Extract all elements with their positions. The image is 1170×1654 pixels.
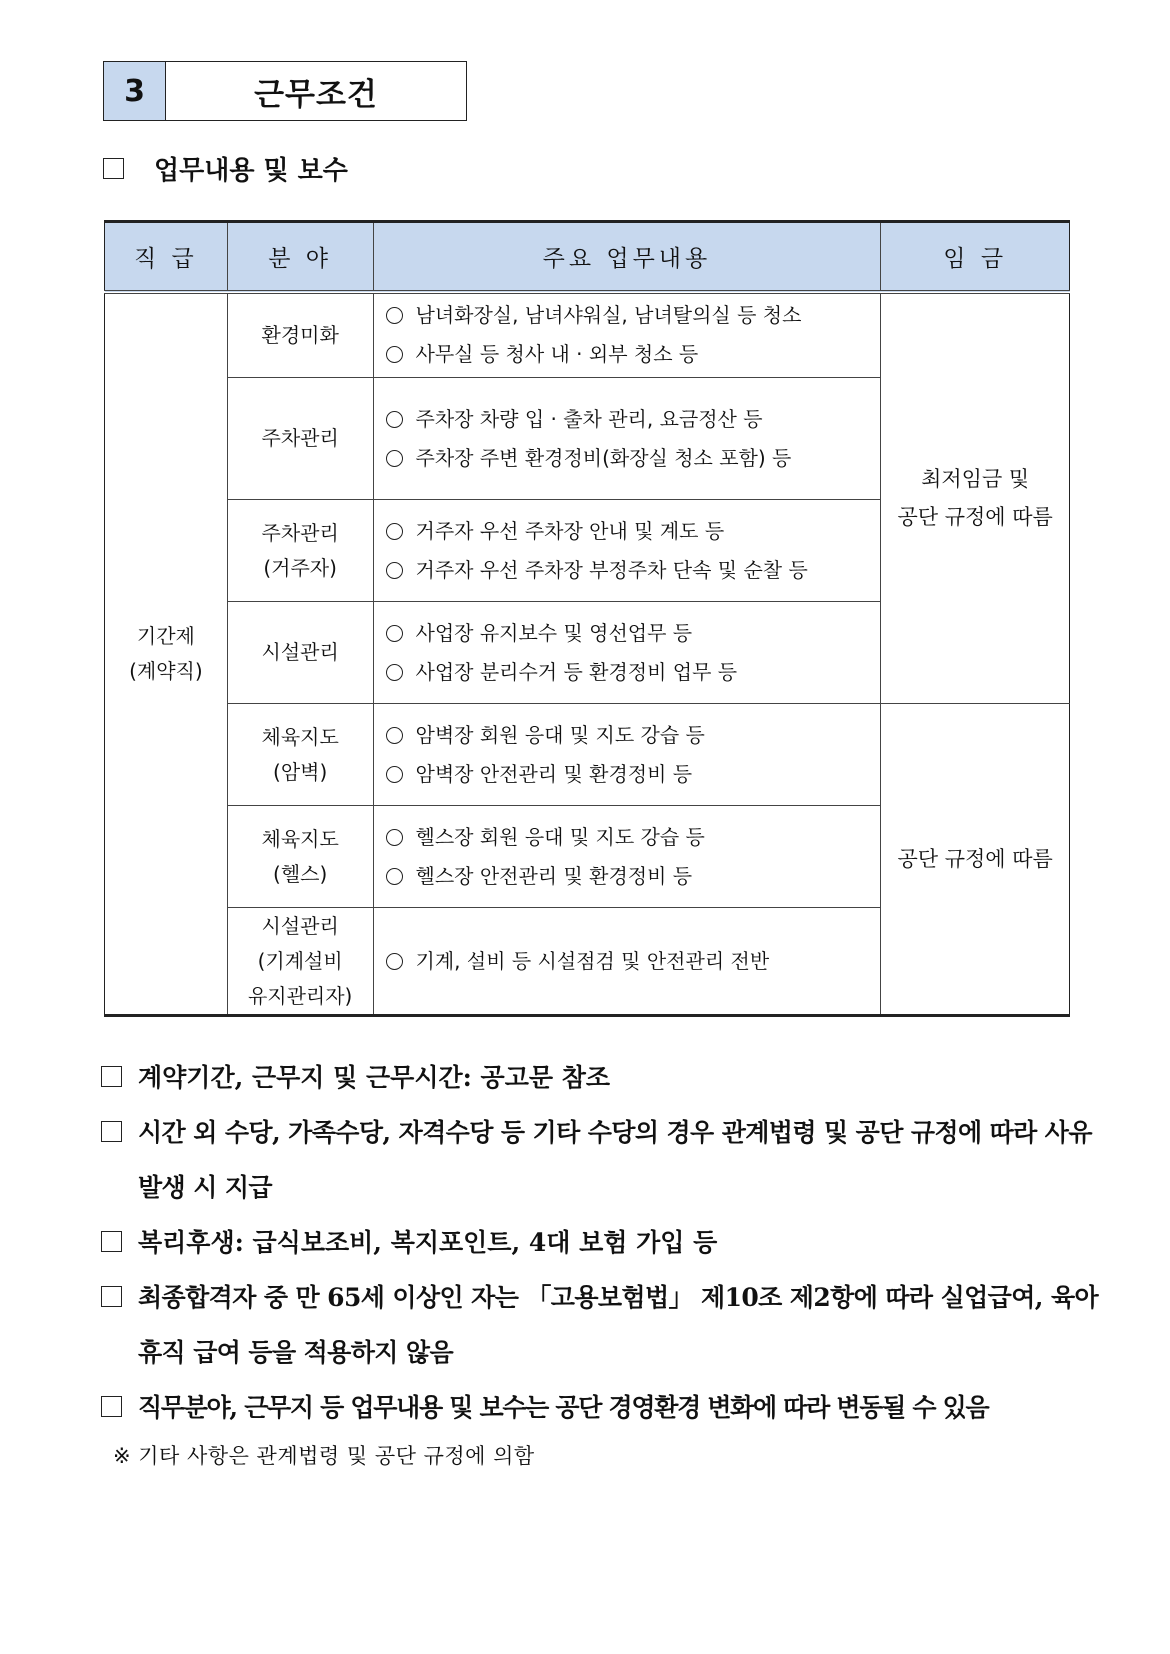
duty-item: [386, 716, 881, 755]
table-row: [105, 292, 1070, 378]
note-item: 시간 외 수당, 가족수당, 자격수당 등 기타 수당의 경우 관계법령 및 공단 규정에 따라 사유 발생 시 지급: [101, 1105, 1101, 1215]
circle-bullet-icon: [386, 664, 403, 681]
circle-bullet-icon: [386, 450, 403, 467]
checkbox-icon: [103, 158, 124, 179]
table-row: [105, 704, 1070, 806]
duty-item: [386, 942, 881, 981]
field-cell: 주차관리 (거주자): [227, 500, 373, 602]
duty-text: 사업장 분리수거 등 환경정비 업무 등: [415, 659, 738, 684]
duties-cell: [373, 806, 881, 908]
note-item: 복리후생: 급식보조비, 복지포인트, 4대 보험 가입 등: [101, 1215, 1101, 1270]
duty-text: 거주자 우선 주차장 부정주차 단속 및 순찰 등: [415, 557, 808, 582]
header-field: 분 야: [227, 222, 373, 292]
section-title: 근무조건: [254, 76, 378, 113]
circle-bullet-icon: [386, 346, 403, 363]
note-item: 계약기간, 근무지 및 근무시간: 공고문 참조: [101, 1050, 1101, 1105]
wage-cell: 최저임금 및 공단 규정에 따름: [881, 292, 1070, 704]
duty-text: 사업장 유지보수 및 영선업무 등: [415, 620, 693, 645]
duty-text: 헬스장 회원 응대 및 지도 강습 등: [415, 824, 705, 849]
table-header-row: [105, 222, 1070, 292]
duties-cell: [373, 908, 881, 1016]
remark: ※ 기타 사항은 관계법령 및 공단 규정에 의함: [113, 1444, 535, 1468]
checkbox-icon: [101, 1121, 122, 1142]
checkbox-icon: [101, 1066, 122, 1087]
circle-bullet-icon: [386, 953, 403, 970]
duty-text: 주차장 주변 환경정비(화장실 청소 포함) 등: [415, 445, 792, 470]
duty-text: 암벽장 안전관리 및 환경정비 등: [415, 761, 693, 786]
duty-item: [386, 296, 881, 335]
section-header: [103, 61, 467, 121]
wage-cell: 공단 규정에 따름: [881, 704, 1070, 1016]
duty-item: [386, 653, 881, 692]
note-item: 직무분야, 근무지 등 업무내용 및 보수는 공단 경영환경 변화에 따라 변동될 수 있음: [101, 1380, 1101, 1435]
duty-item: [386, 857, 881, 896]
duty-item: [386, 818, 881, 857]
circle-bullet-icon: [386, 523, 403, 540]
duty-text: 거주자 우선 주차장 안내 및 계도 등: [415, 518, 725, 543]
duties-cell: [373, 378, 881, 500]
field-cell: 시설관리 (기계설비 유지관리자): [227, 908, 373, 1016]
circle-bullet-icon: [386, 307, 403, 324]
duty-text: 주차장 차량 입 · 출차 관리, 요금정산 등: [415, 406, 763, 431]
header-wage: 임 금: [881, 222, 1070, 292]
header-duties: 주요 업무내용: [373, 222, 881, 292]
field-cell: 주차관리: [227, 378, 373, 500]
notes-list: [101, 1050, 1101, 1435]
checkbox-icon: [101, 1286, 122, 1307]
duties-cell: [373, 602, 881, 704]
duty-text: 남녀화장실, 남녀샤워실, 남녀탈의실 등 청소: [415, 303, 802, 328]
circle-bullet-icon: [386, 625, 403, 642]
section-number: 3: [104, 62, 166, 120]
duty-item: [386, 755, 881, 794]
checkbox-icon: [101, 1231, 122, 1252]
duty-text: 헬스장 안전관리 및 환경정비 등: [415, 863, 693, 888]
subheading: [103, 150, 348, 187]
duty-item: [386, 400, 881, 439]
header-grade: 직 급: [105, 222, 228, 292]
duties-cell: [373, 292, 881, 378]
circle-bullet-icon: [386, 868, 403, 885]
duties-cell: [373, 500, 881, 602]
circle-bullet-icon: [386, 829, 403, 846]
duties-table: [104, 220, 1070, 1017]
duties-cell: [373, 704, 881, 806]
field-cell: 환경미화: [227, 292, 373, 378]
duty-text: 기계, 설비 등 시설점검 및 안전관리 전반: [415, 948, 770, 973]
circle-bullet-icon: [386, 562, 403, 579]
circle-bullet-icon: [386, 766, 403, 783]
field-cell: 체육지도 (암벽): [227, 704, 373, 806]
duty-item: [386, 512, 881, 551]
circle-bullet-icon: [386, 727, 403, 744]
duty-item: [386, 335, 881, 374]
duty-text: 암벽장 회원 응대 및 지도 강습 등: [415, 722, 705, 747]
field-cell: 시설관리: [227, 602, 373, 704]
duty-item: [386, 614, 881, 653]
grade-cell: 기간제 (계약직): [105, 292, 228, 1016]
duty-text: 사무실 등 청사 내 · 외부 청소 등: [415, 342, 699, 367]
note-item: 최종합격자 중 만 65세 이상인 자는 「고용보험법」 제10조 제2항에 따라 실업급여, 육아휴직 급여 등을 적용하지 않음: [101, 1270, 1101, 1380]
duty-item: [386, 439, 881, 478]
field-cell: 체육지도 (헬스): [227, 806, 373, 908]
checkbox-icon: [101, 1396, 122, 1417]
circle-bullet-icon: [386, 411, 403, 428]
subheading-text: 업무내용 및 보수: [154, 156, 348, 186]
duty-item: [386, 551, 881, 590]
